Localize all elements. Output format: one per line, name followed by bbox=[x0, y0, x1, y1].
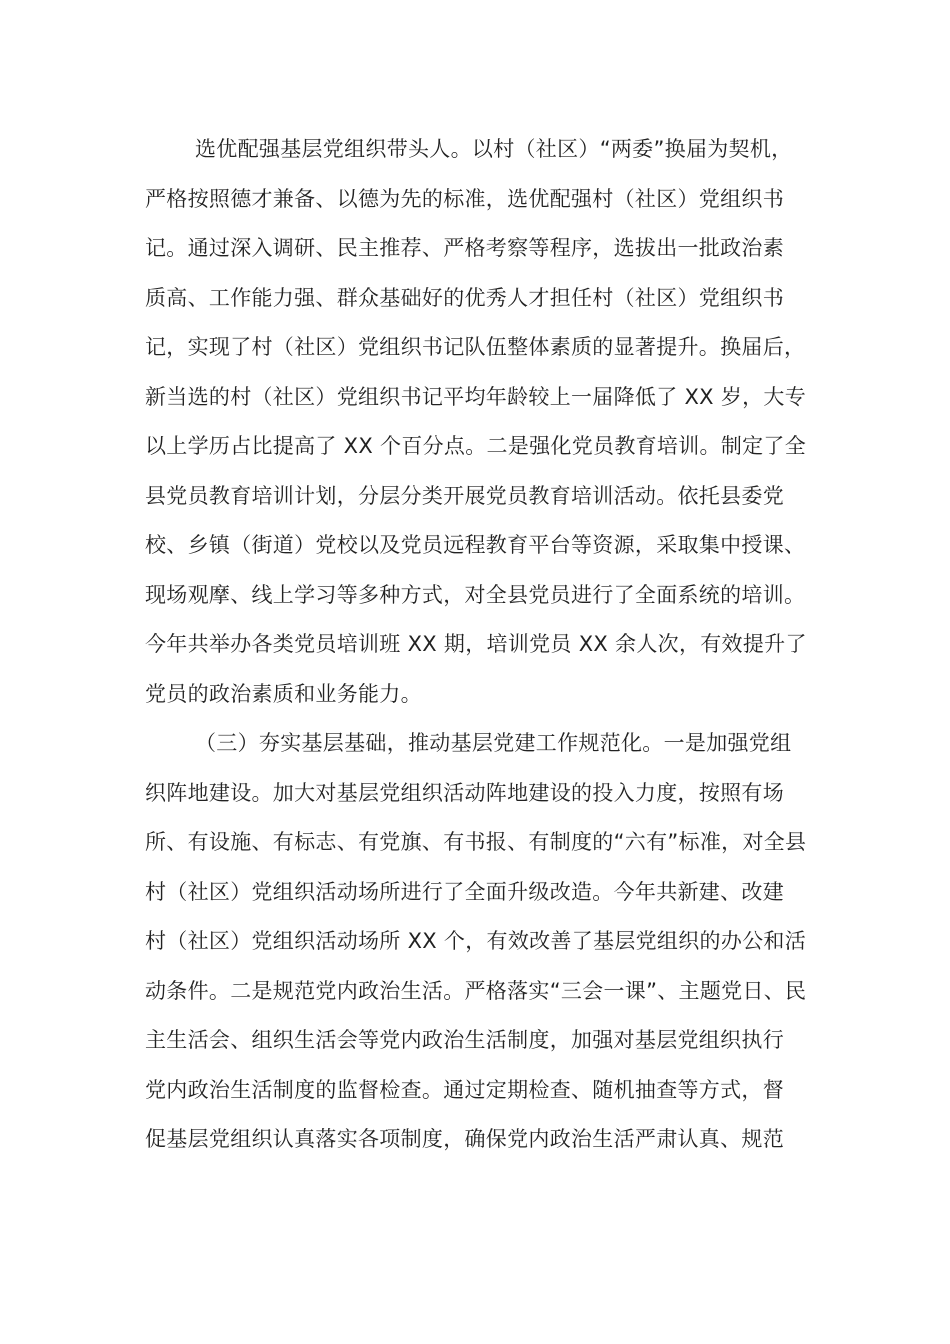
text-line: 记。通过深入调研、民主推荐、严格考察等程序，选拔出一批政治素 bbox=[145, 236, 784, 260]
text-line: （三）夯实基层基础，推动基层党建工作规范化。一是加强党组 bbox=[195, 731, 792, 755]
text-line: 新当选的村（社区）党组织书记平均年龄较上一届降低了 XX 岁，大专 bbox=[145, 384, 807, 409]
text-line: 织阵地建设。加大对基层党组织活动阵地建设的投入力度，按照有场 bbox=[145, 780, 784, 805]
text-line: 记，实现了村（社区）党组织书记队伍整体素质的显著提升。换届后， bbox=[145, 335, 806, 359]
text-line: 主生活会、组织生活会等党内政治生活制度，加强对基层党组织执行 bbox=[145, 1028, 784, 1052]
text-line: 校、乡镇（街道）党校以及党员远程教育平台等资源，采取集中授课、 bbox=[145, 533, 806, 557]
text-line: 选优配强基层党组织带头人。以村（社区）“两委”换届为契机， bbox=[195, 137, 793, 161]
text-line: 今年共举办各类党员培训班 XX 期，培训党员 XX 余人次，有效提升了 bbox=[145, 632, 807, 656]
text-line: 所、有设施、有标志、有党旗、有书报、有制度的“六有”标准，对全县 bbox=[145, 830, 807, 854]
text-line: 现场观摩、线上学习等多种方式，对全县党员进行了全面系统的培训。 bbox=[145, 582, 806, 607]
text-line: 党员的政治素质和业务能力。 bbox=[145, 681, 422, 706]
text-line: 村（社区）党组织活动场所 XX 个，有效改善了基层党组织的办公和活 bbox=[145, 929, 807, 953]
text-line: 以上学历占比提高了 XX 个百分点。二是强化党员教育培训。制定了全 bbox=[145, 434, 807, 458]
text-line: 村（社区）党组织活动场所进行了全面升级改造。今年共新建、改建 bbox=[145, 879, 784, 904]
text-line: 动条件。二是规范党内政治生活。严格落实“三会一课”、主题党日、民 bbox=[145, 978, 807, 1003]
text-line: 严格按照德才兼备、以德为先的标准，选优配强村（社区）党组织书 bbox=[145, 186, 784, 211]
text-line: 促基层党组织认真落实各项制度，确保党内政治生活严肃认真、规范 bbox=[145, 1127, 784, 1151]
text-line: 质高、工作能力强、群众基础好的优秀人才担任村（社区）党组织书 bbox=[145, 285, 784, 310]
paragraph-1 bbox=[145, 125, 825, 719]
text-line: 党内政治生活制度的监督检查。通过定期检查、随机抽查等方式，督 bbox=[145, 1077, 784, 1102]
text-line: 县党员教育培训计划，分层分类开展党员教育培训活动。依托县委党 bbox=[145, 483, 784, 508]
paragraph-2 bbox=[145, 719, 825, 1165]
